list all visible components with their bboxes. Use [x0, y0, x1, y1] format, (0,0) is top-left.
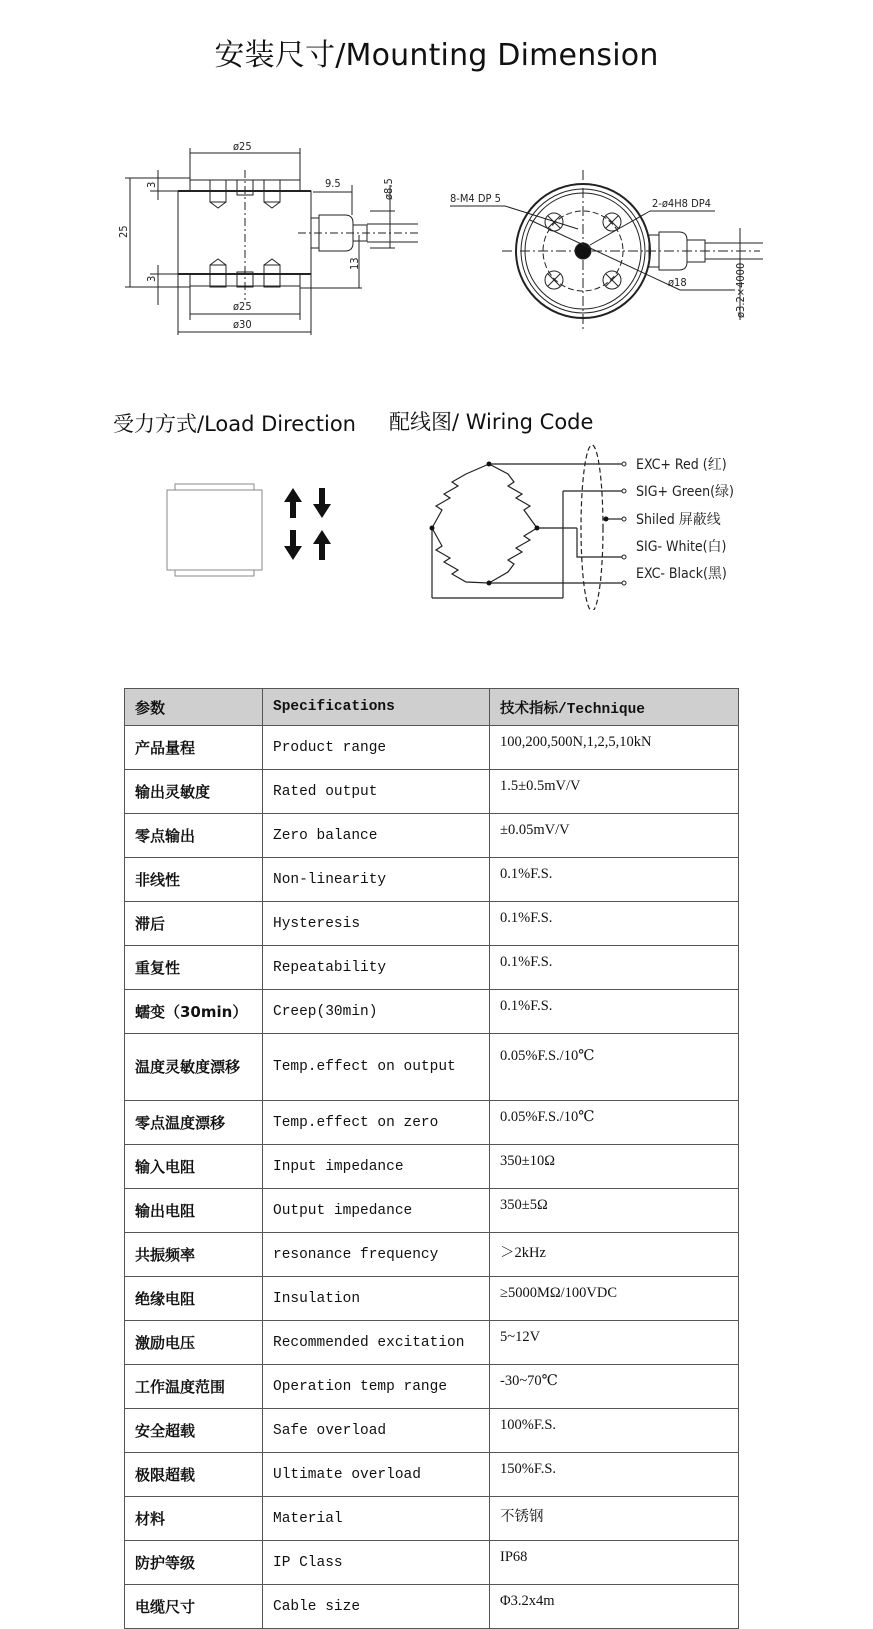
svg-text:2-ø4H8 DP4: 2-ø4H8 DP4	[652, 197, 711, 210]
param-cell: 工作温度范围	[125, 1365, 263, 1409]
table-row	[125, 946, 739, 990]
param-cell: 零点温度漂移	[125, 1101, 263, 1145]
table-row	[125, 1189, 739, 1233]
param-cell: 共振频率	[125, 1233, 263, 1277]
param-cell: 输出灵敏度	[125, 770, 263, 814]
spec-cell: Temp.effect on output	[263, 1034, 490, 1101]
value-cell: 100,200,500N,1,2,5,10kN	[490, 726, 739, 770]
wiring-code-title: 配线图/ Wiring Code	[389, 410, 594, 434]
table-row	[125, 1034, 739, 1101]
spec-cell: Zero balance	[263, 814, 490, 858]
table-row	[125, 1321, 739, 1365]
spec-cell: Temp.effect on zero	[263, 1101, 490, 1145]
wire-sig-plus: SIG+ Green(绿)	[636, 484, 734, 500]
value-cell: 0.05%F.S./10℃	[490, 1034, 739, 1101]
svg-text:9.5: 9.5	[325, 177, 341, 190]
param-cell: 绝缘电阻	[125, 1277, 263, 1321]
svg-text:8-M4 DP 5: 8-M4 DP 5	[450, 192, 501, 205]
param-cell: 输入电阻	[125, 1145, 263, 1189]
svg-text:ø8.5: ø8.5	[382, 178, 395, 200]
spec-cell: Recommended excitation	[263, 1321, 490, 1365]
svg-text:ø3.2×4000: ø3.2×4000	[734, 262, 747, 318]
param-cell: 电缆尺寸	[125, 1585, 263, 1629]
table-row	[125, 858, 739, 902]
value-cell: 0.1%F.S.	[490, 858, 739, 902]
value-cell: ＞2kHz	[490, 1233, 739, 1277]
value-cell: ≥5000MΩ/100VDC	[490, 1277, 739, 1321]
spec-cell: Hysteresis	[263, 902, 490, 946]
page-title: 安装尺寸/Mounting Dimension	[214, 38, 659, 73]
spec-cell: Rated output	[263, 770, 490, 814]
top-view-drawing	[430, 140, 770, 340]
value-cell: 150%F.S.	[490, 1453, 739, 1497]
spec-cell: Non-linearity	[263, 858, 490, 902]
spec-cell: Operation temp range	[263, 1365, 490, 1409]
table-row	[125, 1365, 739, 1409]
value-cell: IP68	[490, 1541, 739, 1585]
table-row	[125, 726, 739, 770]
value-cell: 0.1%F.S.	[490, 946, 739, 990]
wire-sig-minus: SIG- White(白)	[636, 539, 727, 555]
header-spec: Specifications	[263, 689, 490, 726]
table-row	[125, 814, 739, 858]
spec-table	[124, 688, 739, 1629]
param-cell: 安全超载	[125, 1409, 263, 1453]
svg-text:3: 3	[145, 275, 158, 282]
spec-cell: Material	[263, 1497, 490, 1541]
value-cell: Φ3.2x4m	[490, 1585, 739, 1629]
value-cell: -30~70℃	[490, 1365, 739, 1409]
value-cell: ±0.05mV/V	[490, 814, 739, 858]
spec-cell: Repeatability	[263, 946, 490, 990]
param-cell: 零点输出	[125, 814, 263, 858]
spec-cell: Input impedance	[263, 1145, 490, 1189]
param-cell: 滞后	[125, 902, 263, 946]
value-cell: 5~12V	[490, 1321, 739, 1365]
table-row	[125, 1497, 739, 1541]
table-row	[125, 1101, 739, 1145]
load-direction-title: 受力方式/Load Direction	[113, 412, 356, 436]
spec-cell: Cable size	[263, 1585, 490, 1629]
table-row	[125, 1585, 739, 1629]
svg-text:ø25: ø25	[233, 140, 252, 153]
param-cell: 蠕变（30min）	[125, 990, 263, 1034]
table-row	[125, 1145, 739, 1189]
svg-text:13: 13	[348, 257, 361, 270]
value-cell: 0.1%F.S.	[490, 990, 739, 1034]
spec-cell: Safe overload	[263, 1409, 490, 1453]
side-view-drawing	[100, 130, 420, 340]
arrow-up-icon	[313, 530, 331, 560]
table-row	[125, 1233, 739, 1277]
spec-cell: IP Class	[263, 1541, 490, 1585]
spec-cell: Insulation	[263, 1277, 490, 1321]
spec-cell: Product range	[263, 726, 490, 770]
svg-text:25: 25	[117, 225, 130, 238]
value-cell: 1.5±0.5mV/V	[490, 770, 739, 814]
header-technique: 技术指标/Technique	[490, 689, 739, 726]
param-cell: 非线性	[125, 858, 263, 902]
spec-cell: Output impedance	[263, 1189, 490, 1233]
table-row	[125, 990, 739, 1034]
value-cell: 350±5Ω	[490, 1189, 739, 1233]
svg-text:3: 3	[145, 181, 158, 188]
param-cell: 温度灵敏度漂移	[125, 1034, 263, 1101]
param-cell: 防护等级	[125, 1541, 263, 1585]
wiring-diagram	[400, 430, 760, 610]
value-cell: 100%F.S.	[490, 1409, 739, 1453]
param-cell: 重复性	[125, 946, 263, 990]
value-cell: 0.1%F.S.	[490, 902, 739, 946]
table-row	[125, 902, 739, 946]
header-param: 参数	[125, 689, 263, 726]
wire-shield: Shiled 屏蔽线	[636, 512, 721, 528]
svg-text:ø25: ø25	[233, 300, 252, 313]
table-row	[125, 1409, 739, 1453]
spec-cell: resonance frequency	[263, 1233, 490, 1277]
spec-cell: Ultimate overload	[263, 1453, 490, 1497]
param-cell: 激励电压	[125, 1321, 263, 1365]
arrow-down-icon	[284, 530, 302, 560]
table-row	[125, 1541, 739, 1585]
svg-text:ø18: ø18	[668, 276, 687, 289]
arrow-down-icon	[313, 488, 331, 518]
table-row	[125, 1453, 739, 1497]
spec-cell: Creep(30min)	[263, 990, 490, 1034]
arrow-up-icon	[284, 488, 302, 518]
value-cell: 350±10Ω	[490, 1145, 739, 1189]
svg-text:ø30: ø30	[233, 318, 252, 331]
value-cell: 0.05%F.S./10℃	[490, 1101, 739, 1145]
table-header-row	[125, 689, 739, 726]
wire-exc-minus: EXC- Black(黑)	[636, 566, 727, 582]
value-cell: 不锈钢	[490, 1497, 739, 1541]
table-row	[125, 770, 739, 814]
param-cell: 产品量程	[125, 726, 263, 770]
param-cell: 材料	[125, 1497, 263, 1541]
table-row	[125, 1277, 739, 1321]
param-cell: 输出电阻	[125, 1189, 263, 1233]
param-cell: 极限超载	[125, 1453, 263, 1497]
wire-exc-plus: EXC+ Red (红)	[636, 457, 727, 473]
load-direction-diagram	[150, 480, 350, 580]
